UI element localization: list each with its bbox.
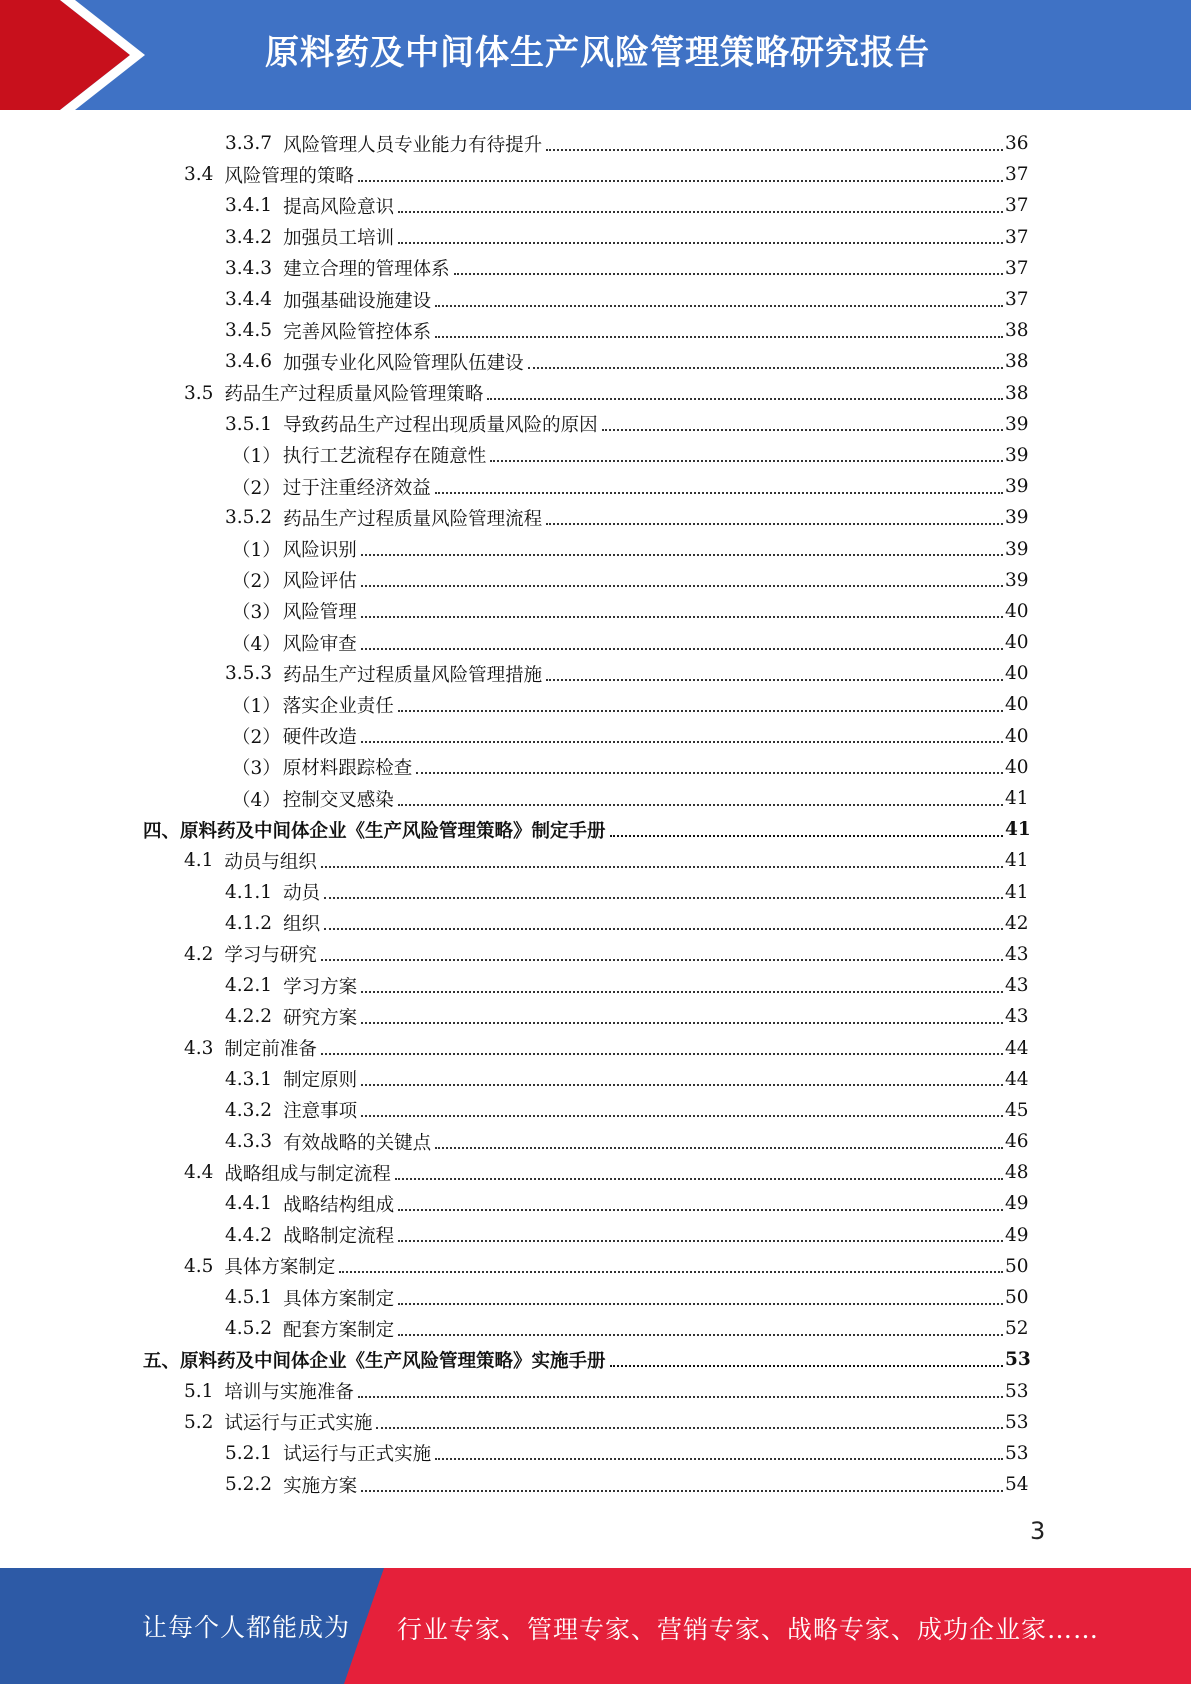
toc-entry-page: 40 — [1005, 632, 1029, 654]
toc-entry-number: 4.3.1 — [225, 1068, 273, 1090]
toc-entry-page: 48 — [1005, 1162, 1029, 1184]
toc-dot-leader — [610, 835, 1003, 837]
toc-entry-title: 注意事项 — [283, 1101, 358, 1123]
toc-entry[interactable] — [0, 1157, 1191, 1188]
toc-dot-leader — [546, 679, 1003, 681]
toc-dot-leader — [528, 367, 1003, 369]
toc-dot-leader — [546, 149, 1003, 151]
toc-entry-title: 学习与研究 — [224, 945, 317, 967]
toc-entry[interactable] — [0, 1438, 1191, 1469]
toc-entry[interactable] — [0, 253, 1191, 284]
toc-entry-page: 37 — [1005, 289, 1029, 311]
toc-dot-leader — [435, 1458, 1003, 1460]
toc-entry-page: 44 — [1005, 1037, 1029, 1059]
toc-entry[interactable] — [0, 409, 1191, 440]
toc-dot-leader — [361, 616, 1003, 618]
toc-entry-number: 5.2.2 — [225, 1474, 273, 1496]
toc-entry-page: 41 — [1005, 850, 1029, 872]
toc-entry[interactable] — [0, 939, 1191, 970]
toc-entry[interactable] — [0, 1001, 1191, 1032]
document-title: 原料药及中间体生产风险管理策略研究报告 — [265, 33, 930, 73]
toc-entry-number: （1） — [232, 540, 281, 562]
toc-entry-title: 五、原料药及中间体企业《生产风险管理策略》实施手册 — [143, 1350, 606, 1372]
toc-entry-page: 46 — [1005, 1131, 1029, 1153]
page-number: 3 — [1030, 1517, 1046, 1545]
toc-dot-leader — [398, 1209, 1003, 1211]
toc-entry-page: 40 — [1005, 694, 1029, 716]
toc-entry[interactable] — [0, 1220, 1191, 1251]
toc-entry-title: 制定前准备 — [224, 1039, 317, 1061]
toc-dot-leader — [376, 1427, 1003, 1429]
toc-entry-page: 40 — [1005, 663, 1029, 685]
toc-entry[interactable] — [0, 440, 1191, 471]
toc-entry-page: 43 — [1005, 943, 1029, 965]
toc-entry-number: 4.1 — [184, 850, 214, 872]
toc-entry-number: 3.5.3 — [225, 663, 273, 685]
toc-entry[interactable] — [0, 658, 1191, 689]
toc-entry-title: 实施方案 — [283, 1475, 358, 1497]
toc-entry-page: 36 — [1005, 133, 1029, 155]
toc-dot-leader — [602, 429, 1003, 431]
toc-entry-page: 49 — [1005, 1193, 1029, 1215]
toc-entry-title: 战略结构组成 — [283, 1194, 395, 1216]
toc-entry-title: 控制交叉感染 — [282, 789, 394, 811]
toc-entry-number: 3.4.4 — [225, 289, 273, 311]
toc-entry[interactable] — [0, 378, 1191, 409]
toc-entry-title: 药品生产过程质量风险管理策略 — [224, 384, 484, 406]
toc-entry-number: （2） — [232, 727, 281, 749]
toc-entry-title: 风险管理的策略 — [224, 165, 354, 187]
toc-entry-page: 39 — [1005, 569, 1029, 591]
toc-entry-number: 4.2 — [184, 943, 214, 965]
toc-entry-number: 5.2.1 — [225, 1442, 273, 1464]
toc-entry-number: 4.3.2 — [225, 1099, 273, 1121]
toc-entry[interactable] — [0, 1313, 1191, 1344]
toc-entry-number: 4.5 — [184, 1255, 214, 1277]
toc-entry[interactable] — [0, 1126, 1191, 1157]
toc-entry-number: 5.2 — [184, 1411, 214, 1433]
toc-dot-leader — [361, 585, 1003, 587]
toc-entry-title: 硬件改造 — [282, 727, 357, 749]
toc-dot-leader — [358, 1396, 1003, 1398]
toc-entry-number: 4.2.1 — [225, 975, 273, 997]
toc-dot-leader — [395, 1178, 1003, 1180]
toc-entry-page: 40 — [1005, 756, 1029, 778]
toc-entry-number: 4.1.2 — [225, 912, 273, 934]
toc-entry[interactable] — [0, 222, 1191, 253]
toc-entry-page: 37 — [1005, 195, 1029, 217]
toc-dot-leader — [398, 804, 1003, 806]
toc-entry-number: 4.3.3 — [225, 1131, 273, 1153]
toc-entry-page: 41 — [1005, 788, 1029, 810]
footer-slogan-right: 行业专家、管理专家、营销专家、战略专家、成功企业家…… — [397, 1615, 1100, 1644]
toc-entry-page: 39 — [1005, 444, 1029, 466]
toc-entry-title: 风险识别 — [282, 540, 357, 562]
toc-entry-number: （2） — [232, 477, 281, 499]
toc-entry-page: 37 — [1005, 164, 1029, 186]
toc-entry-number: 4.5.1 — [225, 1287, 273, 1309]
toc-entry[interactable] — [0, 1344, 1191, 1375]
toc-entry-page: 39 — [1005, 413, 1029, 435]
toc-entry[interactable] — [0, 752, 1191, 783]
toc-entry-page: 53 — [1005, 1380, 1029, 1402]
toc-entry-page: 37 — [1005, 257, 1029, 279]
toc-entry-page: 41 — [1005, 819, 1031, 841]
toc-entry[interactable] — [0, 502, 1191, 533]
toc-entry-number: （1） — [232, 446, 281, 468]
toc-entry-title: 试运行与正式实施 — [283, 1444, 432, 1466]
toc-entry-page: 37 — [1005, 226, 1029, 248]
toc-dot-leader — [361, 1490, 1003, 1492]
toc-entry-title: 配套方案制定 — [283, 1319, 395, 1341]
toc-entry[interactable] — [0, 908, 1191, 939]
toc-entry-title: 研究方案 — [283, 1007, 358, 1029]
toc-entry-number: 4.3 — [184, 1037, 214, 1059]
toc-dot-leader — [398, 242, 1003, 244]
toc-entry-page: 43 — [1005, 975, 1029, 997]
toc-dot-leader — [321, 1053, 1003, 1055]
toc-dot-leader — [546, 523, 1003, 525]
toc-entry[interactable] — [0, 845, 1191, 876]
toc-entry-number: （3） — [232, 602, 281, 624]
toc-dot-leader — [361, 741, 1003, 743]
toc-entry-title: 具体方案制定 — [224, 1257, 336, 1279]
toc-entry-title: 动员与组织 — [224, 851, 317, 873]
toc-entry-page: 49 — [1005, 1224, 1029, 1246]
toc-entry[interactable] — [0, 565, 1191, 596]
table-of-contents — [0, 128, 1191, 1500]
toc-entry-title: 风险审查 — [282, 633, 357, 655]
toc-entry-title: 提高风险意识 — [283, 196, 395, 218]
toc-entry-page: 45 — [1005, 1099, 1029, 1121]
toc-dot-leader — [321, 959, 1003, 961]
toc-entry-title: 执行工艺流程存在随意性 — [282, 446, 487, 468]
toc-entry-page: 54 — [1005, 1474, 1029, 1496]
toc-entry[interactable] — [0, 877, 1191, 908]
toc-dot-leader — [361, 554, 1003, 556]
toc-entry-number: 3.4.2 — [225, 226, 273, 248]
toc-dot-leader — [361, 1084, 1003, 1086]
toc-entry-page: 38 — [1005, 320, 1029, 342]
toc-entry-title: 培训与实施准备 — [224, 1382, 354, 1404]
toc-entry[interactable] — [0, 1251, 1191, 1282]
toc-dot-leader — [361, 991, 1003, 993]
toc-entry-page: 41 — [1005, 881, 1029, 903]
toc-entry-page: 42 — [1005, 912, 1029, 934]
toc-entry[interactable] — [0, 1188, 1191, 1219]
toc-entry-title: 过于注重经济效益 — [282, 477, 431, 499]
toc-dot-leader — [610, 1365, 1003, 1367]
toc-dot-leader — [435, 492, 1003, 494]
toc-entry-number: 3.3.7 — [225, 133, 273, 155]
toc-entry[interactable] — [0, 471, 1191, 502]
toc-entry[interactable] — [0, 1095, 1191, 1126]
toc-entry-page: 52 — [1005, 1318, 1029, 1340]
toc-entry-title: 战略制定流程 — [283, 1226, 395, 1248]
toc-entry[interactable] — [0, 315, 1191, 346]
toc-entry-number: 4.4.1 — [225, 1193, 273, 1215]
toc-entry-number: 4.5.2 — [225, 1318, 273, 1340]
toc-entry-number: 5.1 — [184, 1380, 214, 1402]
toc-dot-leader — [361, 1115, 1003, 1117]
toc-entry-title: 风险管理 — [282, 602, 357, 624]
toc-entry-title: 制定原则 — [283, 1070, 358, 1092]
toc-entry[interactable] — [0, 1407, 1191, 1438]
toc-entry-page: 38 — [1005, 351, 1029, 373]
toc-entry-page: 44 — [1005, 1068, 1029, 1090]
toc-entry-page: 53 — [1005, 1442, 1029, 1464]
page-footer — [0, 1568, 1191, 1684]
toc-entry[interactable] — [0, 970, 1191, 1001]
toc-entry-title: 风险管理人员专业能力有待提升 — [283, 134, 543, 156]
toc-entry-page: 39 — [1005, 538, 1029, 560]
toc-entry[interactable] — [0, 627, 1191, 658]
toc-entry[interactable] — [0, 689, 1191, 720]
toc-entry[interactable] — [0, 1064, 1191, 1095]
toc-entry-title: 组织 — [283, 914, 321, 936]
toc-entry-title: 建立合理的管理体系 — [283, 259, 450, 281]
toc-entry[interactable] — [0, 1282, 1191, 1313]
toc-dot-leader — [361, 648, 1003, 650]
toc-entry-title: 落实企业责任 — [282, 695, 394, 717]
toc-entry-number: 4.1.1 — [225, 881, 273, 903]
toc-dot-leader — [435, 336, 1003, 338]
toc-entry-number: （2） — [232, 571, 281, 593]
toc-dot-leader — [398, 1303, 1003, 1305]
toc-dot-leader — [321, 866, 1003, 868]
toc-entry-page: 40 — [1005, 725, 1029, 747]
toc-entry-page: 53 — [1005, 1349, 1031, 1371]
toc-dot-leader — [398, 1334, 1003, 1336]
toc-entry-number: 3.4 — [184, 164, 214, 186]
toc-dot-leader — [398, 710, 1003, 712]
toc-entry[interactable] — [0, 721, 1191, 752]
toc-entry-page: 39 — [1005, 476, 1029, 498]
toc-dot-leader — [490, 460, 1003, 462]
toc-entry[interactable] — [0, 128, 1191, 159]
footer-slogan-left: 让每个人都能成为 — [142, 1613, 351, 1642]
toc-entry-title: 战略组成与制定流程 — [224, 1163, 391, 1185]
toc-entry[interactable] — [0, 1469, 1191, 1500]
toc-entry-title: 药品生产过程质量风险管理流程 — [283, 508, 543, 530]
toc-entry-title: 加强基础设施建设 — [283, 290, 432, 312]
toc-entry-number: （3） — [232, 758, 281, 780]
toc-dot-leader — [361, 1022, 1003, 1024]
toc-entry-title: 动员 — [283, 883, 321, 905]
toc-entry-title: 具体方案制定 — [283, 1288, 395, 1310]
toc-entry-number: 4.4 — [184, 1162, 214, 1184]
toc-entry-title: 加强员工培训 — [283, 228, 395, 250]
toc-dot-leader — [416, 772, 1003, 774]
toc-entry-title: 药品生产过程质量风险管理措施 — [283, 664, 543, 686]
toc-entry[interactable] — [0, 814, 1191, 845]
toc-entry-page: 43 — [1005, 1006, 1029, 1028]
toc-entry-title: 学习方案 — [283, 976, 358, 998]
toc-entry[interactable] — [0, 1376, 1191, 1407]
toc-entry-number: （4） — [232, 789, 281, 811]
toc-entry-number: 4.2.2 — [225, 1006, 273, 1028]
toc-entry[interactable] — [0, 533, 1191, 564]
toc-entry-number: 3.5 — [184, 382, 214, 404]
toc-entry[interactable] — [0, 284, 1191, 315]
toc-entry[interactable] — [0, 783, 1191, 814]
toc-entry[interactable] — [0, 159, 1191, 190]
toc-dot-leader — [435, 305, 1003, 307]
toc-entry-number: 4.4.2 — [225, 1224, 273, 1246]
toc-entry-page: 40 — [1005, 600, 1029, 622]
toc-entry-title: 导致药品生产过程出现质量风险的原因 — [283, 415, 598, 437]
toc-dot-leader — [339, 1271, 1003, 1273]
toc-entry-number: 3.4.5 — [225, 320, 273, 342]
toc-entry-title: 加强专业化风险管理队伍建设 — [283, 352, 524, 374]
toc-entry[interactable] — [0, 346, 1191, 377]
toc-entry-title: 风险评估 — [282, 571, 357, 593]
toc-dot-leader — [435, 1147, 1003, 1149]
toc-dot-leader — [487, 398, 1003, 400]
page-header — [0, 0, 1191, 110]
toc-entry-number: 3.4.3 — [225, 257, 273, 279]
toc-dot-leader — [398, 1240, 1003, 1242]
toc-dot-leader — [454, 273, 1003, 275]
toc-entry-number: 3.5.1 — [225, 413, 273, 435]
toc-entry-number: 3.5.2 — [225, 507, 273, 529]
toc-entry-title: 完善风险管控体系 — [283, 321, 432, 343]
toc-dot-leader — [324, 897, 1003, 899]
toc-entry[interactable] — [0, 1032, 1191, 1063]
toc-entry-number: （1） — [232, 695, 281, 717]
toc-entry[interactable] — [0, 596, 1191, 627]
toc-entry-title: 原材料跟踪检查 — [282, 758, 413, 780]
toc-entry-title: 试运行与正式实施 — [224, 1413, 373, 1435]
toc-entry[interactable] — [0, 190, 1191, 221]
toc-entry-page: 39 — [1005, 507, 1029, 529]
toc-dot-leader — [324, 928, 1003, 930]
toc-entry-page: 53 — [1005, 1411, 1029, 1433]
toc-entry-title: 有效战略的关键点 — [283, 1132, 432, 1154]
toc-entry-page: 50 — [1005, 1255, 1029, 1277]
toc-entry-number: 3.4.6 — [225, 351, 273, 373]
toc-entry-number: 3.4.1 — [225, 195, 273, 217]
toc-entry-page: 50 — [1005, 1287, 1029, 1309]
toc-dot-leader — [398, 211, 1003, 213]
toc-entry-page: 38 — [1005, 382, 1029, 404]
toc-entry-number: （4） — [232, 633, 281, 655]
toc-entry-title: 四、原料药及中间体企业《生产风险管理策略》制定手册 — [143, 820, 606, 842]
toc-dot-leader — [358, 180, 1003, 182]
